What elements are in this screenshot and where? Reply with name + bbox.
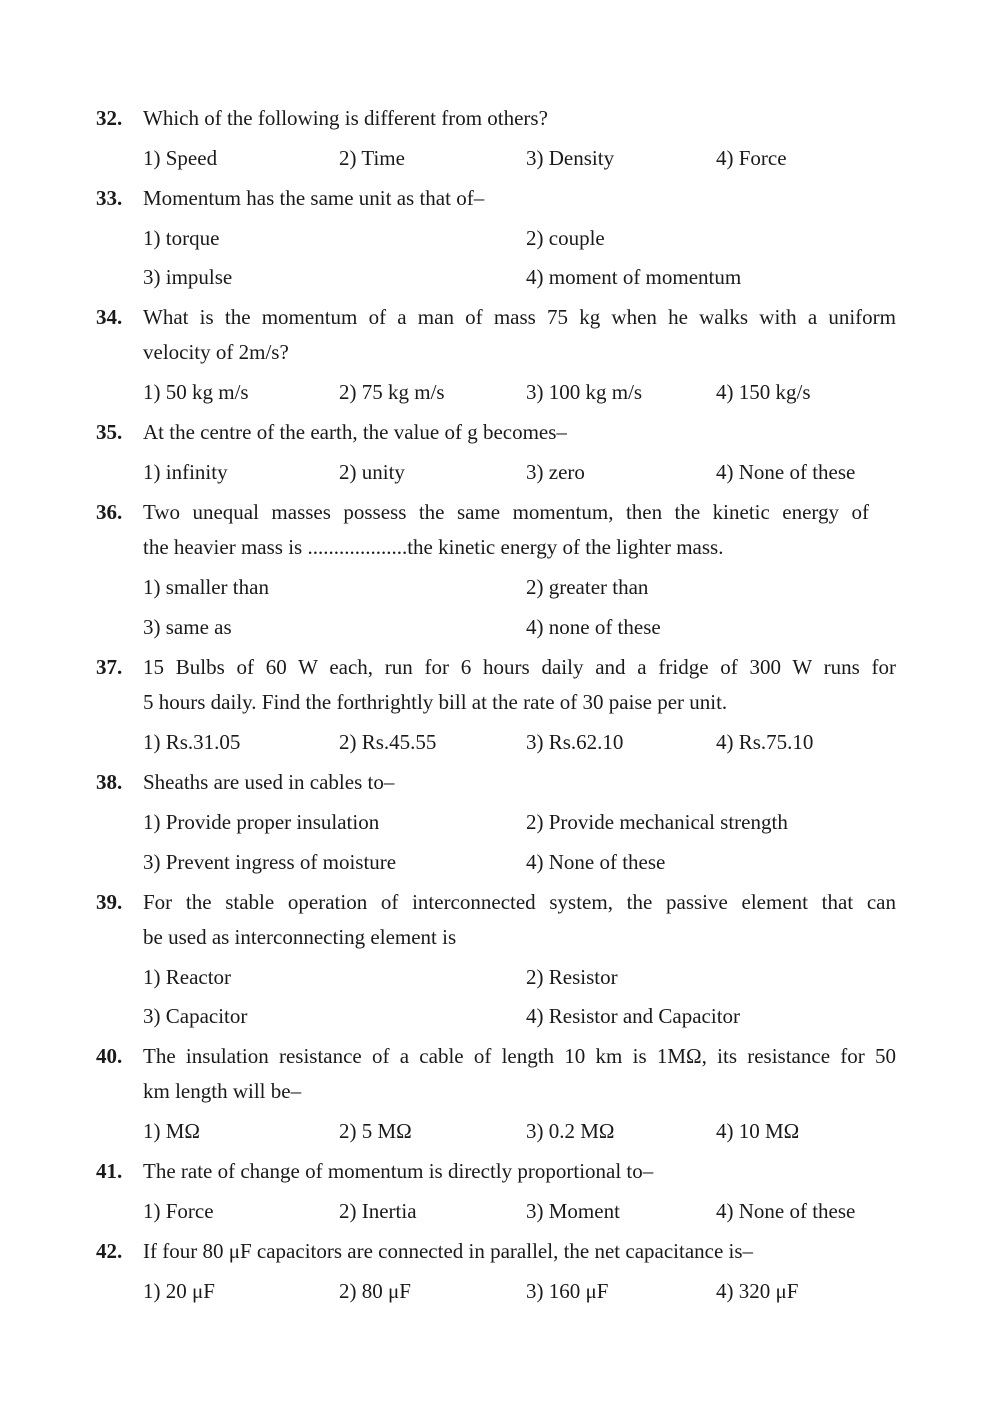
question-text-line-1: Two unequal masses possess the same momentum, then the kinetic energy of <box>143 500 869 524</box>
option-2: 2) 80 μF <box>339 1279 411 1303</box>
option-2: 2) Time <box>339 146 405 170</box>
option-1: 1) Force <box>143 1199 214 1223</box>
option-3: 3) zero <box>526 460 585 484</box>
option-1: 1) Provide proper insulation <box>143 810 380 834</box>
option-1: 1) Reactor <box>143 965 232 989</box>
option-2: 2) 75 kg m/s <box>339 380 445 404</box>
option-2: 2) Provide mechanical strength <box>526 810 788 834</box>
option-4: 4) None of these <box>716 1199 856 1223</box>
question-number: 34. <box>96 305 123 329</box>
option-1: 1) 50 kg m/s <box>143 380 249 404</box>
question-text-line-2: be used as interconnecting element is <box>143 925 457 949</box>
question-text-line-1: For the stable operation of interconnected system, the passive element that can <box>143 890 896 914</box>
option-4: 4) None of these <box>526 850 666 874</box>
option-2: 2) greater than <box>526 575 649 599</box>
option-4: 4) None of these <box>716 460 856 484</box>
option-3: 3) 160 μF <box>526 1279 609 1303</box>
question-text: The rate of change of momentum is directly proportional to– <box>143 1159 654 1183</box>
option-3: 3) 0.2 MΩ <box>526 1119 615 1143</box>
option-1: 1) Rs.31.05 <box>143 730 241 754</box>
question-text-line-1: 15 Bulbs of 60 W each, run for 6 hours daily and a fridge of 300 W runs for <box>143 655 896 679</box>
option-4: 4) Resistor and Capacitor <box>526 1004 741 1028</box>
option-1: 1) MΩ <box>143 1119 201 1143</box>
question-number: 39. <box>96 890 123 914</box>
option-3: 3) impulse <box>143 265 233 289</box>
question-text-line-2: 5 hours daily. Find the forthrightly bill at the rate of 30 paise per unit. <box>143 690 728 714</box>
question-text-line-2: velocity of 2m/s? <box>143 340 289 364</box>
question-text-line-1: What is the momentum of a man of mass 75 kg when he walks with a uniform <box>143 305 896 329</box>
option-4: 4) 10 MΩ <box>716 1119 800 1143</box>
option-4: 4) 320 μF <box>716 1279 799 1303</box>
question-text: If four 80 μF capacitors are connected in parallel, the net capacitance is– <box>143 1239 754 1263</box>
option-4: 4) 150 kg/s <box>716 380 811 404</box>
option-3: 3) Moment <box>526 1199 620 1223</box>
option-2: 2) Rs.45.55 <box>339 730 437 754</box>
option-3: 3) Rs.62.10 <box>526 730 624 754</box>
option-3: 3) same as <box>143 615 232 639</box>
question-number: 33. <box>96 186 123 210</box>
question-text: Sheaths are used in cables to– <box>143 770 395 794</box>
question-text-line-1: The insulation resistance of a cable of length 10 km is 1MΩ, its resistance for 50 <box>143 1044 896 1068</box>
question-number: 35. <box>96 420 123 444</box>
question-number: 41. <box>96 1159 123 1183</box>
option-1: 1) smaller than <box>143 575 269 599</box>
option-2: 2) 5 MΩ <box>339 1119 412 1143</box>
question-number: 37. <box>96 655 123 679</box>
question-number: 40. <box>96 1044 123 1068</box>
question-number: 36. <box>96 500 123 524</box>
question-text: At the centre of the earth, the value of g becomes– <box>143 420 567 444</box>
question-number: 32. <box>96 106 123 130</box>
option-3: 3) Prevent ingress of moisture <box>143 850 397 874</box>
option-1: 1) Speed <box>143 146 218 170</box>
question-text: Which of the following is different from others? <box>143 106 548 130</box>
option-4: 4) Rs.75.10 <box>716 730 814 754</box>
question-text-line-2: km length will be– <box>143 1079 302 1103</box>
option-2: 2) couple <box>526 226 605 250</box>
option-2: 2) unity <box>339 460 405 484</box>
option-2: 2) Inertia <box>339 1199 417 1223</box>
option-1: 1) infinity <box>143 460 228 484</box>
question-text: Momentum has the same unit as that of– <box>143 186 485 210</box>
option-1: 1) torque <box>143 226 220 250</box>
option-3: 3) Density <box>526 146 615 170</box>
option-3: 3) Capacitor <box>143 1004 248 1028</box>
option-2: 2) Resistor <box>526 965 618 989</box>
option-4: 4) none of these <box>526 615 661 639</box>
option-1: 1) 20 μF <box>143 1279 215 1303</box>
option-4: 4) Force <box>716 146 787 170</box>
option-4: 4) moment of momentum <box>526 265 742 289</box>
question-number: 42. <box>96 1239 123 1263</box>
option-3: 3) 100 kg m/s <box>526 380 643 404</box>
question-number: 38. <box>96 770 123 794</box>
question-text-line-2: the heavier mass is ...................the kinetic energy of the lighter mass. <box>143 535 724 559</box>
